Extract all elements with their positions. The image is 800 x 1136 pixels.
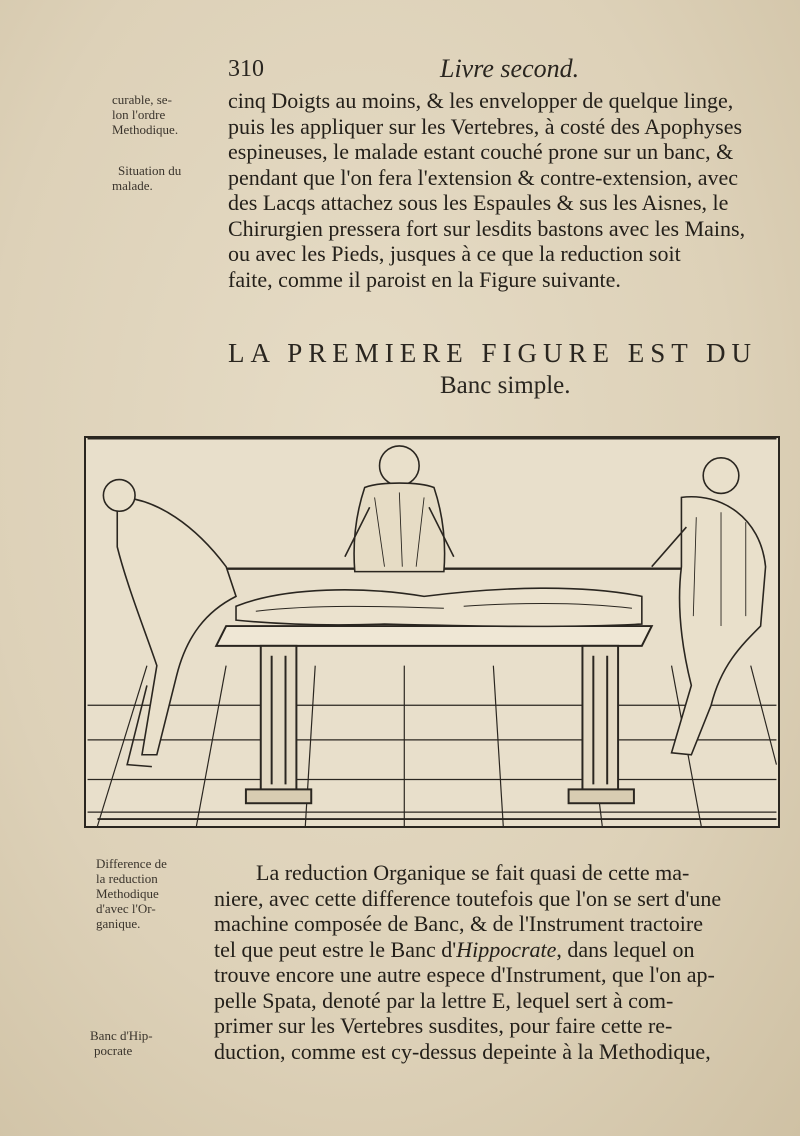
text-line: tel que peut estre le Banc d'Hippocrate, dans lequel on xyxy=(214,936,695,962)
surgeon-figure xyxy=(345,446,454,572)
hippocrate-italic: Hippocrate xyxy=(456,936,557,962)
text-line: puis les appliquer sur les Vertebres, à costé des Apophyses xyxy=(228,113,743,139)
lower-paragraph xyxy=(214,860,721,1064)
left-assistant-figure xyxy=(103,480,236,767)
text-line: faite, comme il paroist en la Figure suivante. xyxy=(228,266,621,292)
bench xyxy=(216,626,652,803)
text-line: espineuses, le malade estant couché prone sur un banc, & xyxy=(228,139,734,164)
text-line: primer sur les Vertebres susdites, pour faire cette re- xyxy=(214,1013,673,1038)
page-number: 310 xyxy=(228,56,264,82)
text-line: cinq Doigts au moins, & les envelopper de quelque linge, xyxy=(228,88,734,113)
upper-paragraph xyxy=(228,88,745,292)
text-line: ou avec les Pieds, jusques à ce que la reduction soit xyxy=(228,241,681,266)
text-line: pendant que l'on fera l'extension & contre-extension, avec xyxy=(228,164,739,190)
patient-figure xyxy=(216,569,681,627)
margin-note-banc: Banc d'Hip- pocrate xyxy=(90,1028,153,1058)
text-line: trouve encore une autre espece d'Instrument, que l'on ap- xyxy=(214,962,715,987)
text-line: des Lacqs attachez sous les Espaules & sus les Aisnes, le xyxy=(228,190,729,215)
margin-note-difference: Difference de la reduction Methodique d'avec l'Or- ganique. xyxy=(96,856,167,931)
figure-heading: LA PREMIERE FIGURE EST DU xyxy=(228,338,758,368)
margin-note-upper: curable, se- lon l'ordre Methodique. xyxy=(112,92,179,137)
text-line: duction, comme est cy-dessus depeinte à la Methodique, xyxy=(214,1038,711,1064)
woodcut-illustration xyxy=(84,436,780,828)
page-header xyxy=(228,48,788,84)
text-line: niere, avec cette difference toutefois que l'on se sert d'une xyxy=(214,885,722,911)
text-line: machine composée de Banc, & de l'Instrument tractoire xyxy=(214,911,704,936)
right-assistant-figure xyxy=(652,458,766,755)
text-line: La reduction Organique se fait quasi de cette ma- xyxy=(256,860,690,885)
text-line: Chirurgien pressera fort sur lesdits bastons avec les Mains, xyxy=(228,215,746,241)
margin-note-situation: Situation du malade. xyxy=(112,163,182,193)
running-head: Livre second. xyxy=(440,54,580,83)
figure-subheading: Banc simple. xyxy=(440,372,571,399)
text-line: pelle Spata, denoté par la lettre E, lequel sert à com- xyxy=(214,987,674,1013)
woodcut-drawing xyxy=(86,438,778,826)
